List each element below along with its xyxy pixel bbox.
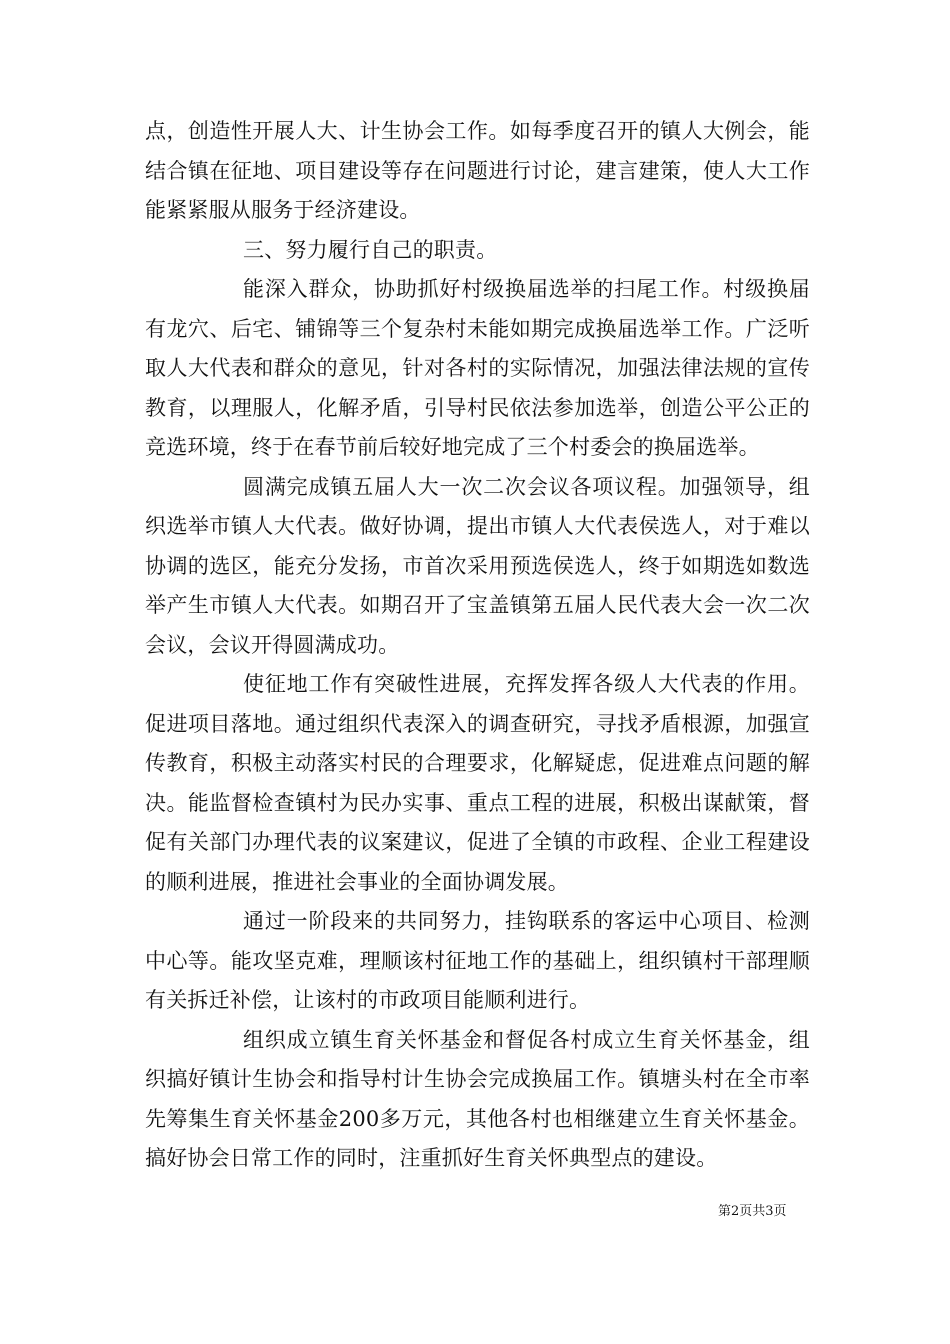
paragraph-joint-effort: 通过一阶段来的共同努力，挂钩联系的客运中心项目、检测中心等。能攻坚克难，理顺该村征地工作的基础上，组织镇村干部理顺有关拆迁补偿，让该村的市政项目能顺利进行。 (145, 909, 810, 1012)
section-heading: 三、努力履行自己的职责。 (243, 237, 498, 262)
paragraph-election: 能深入群众，协助抓好村级换届选举的扫尾工作。村级换届有龙穴、后宅、铺锦等三个复杂村未能如期完成换届选举工作。广泛听取人大代表和群众的意见，针对各村的实际情况，加强法律法规的宣传教育，以理服人，化解矛盾，引导村民依法参加选举，创造公平公正的竞选环境，终于在春节前后较好地完成了三个村委会的换届选举。 (145, 277, 810, 459)
page-number: 第2页共3页 (718, 1204, 787, 1219)
paragraph-care-fund: 组织成立镇生育关怀基金和督促各村成立生育关怀基金，组织搞好镇计生协会和指导村计生协会完成换届工作。镇塘头村在全市率先筹集生育关怀基金200多万元，其他各村也相继建立生育关怀基金。搞好协会日常工作的同时，注重抓好生育关怀典型点的建设。 (145, 1027, 810, 1170)
paragraph-continuation: 点，创造性开展人大、计生协会工作。如每季度召开的镇人大例会，能结合镇在征地、项目建设等存在问题进行讨论，建言建策，使人大工作能紧紧服从服务于经济建设。 (145, 119, 810, 222)
paragraph-land-acquisition: 使征地工作有突破性进展，充挥发挥各级人大代表的作用。促进项目落地。通过组织代表深入的调查研究，寻找矛盾根源，加强宣传教育，积极主动落实村民的合理要求，化解疑虑，促进难点问题的解决。能监督检查镇村为民办实事、重点工程的进展，积极出谋献策，督促有关部门办理代表的议案建议，促进了全镇的市政程、企业工程建设的顺利进展，推进社会事业的全面协调发展。 (145, 672, 810, 894)
paragraph-congress-meeting: 圆满完成镇五届人大一次二次会议各项议程。加强领导，组织选举市镇人大代表。做好协调，提出市镇人大代表侯选人，对于难以协调的选区，能充分发扬，市首次采用预选侯选人，终于如期选如数选举产生市镇人大代表。如期召开了宝盖镇第五届人民代表大会一次二次会议，会议开得圆满成功。 (145, 474, 810, 657)
document-body (145, 112, 810, 1179)
